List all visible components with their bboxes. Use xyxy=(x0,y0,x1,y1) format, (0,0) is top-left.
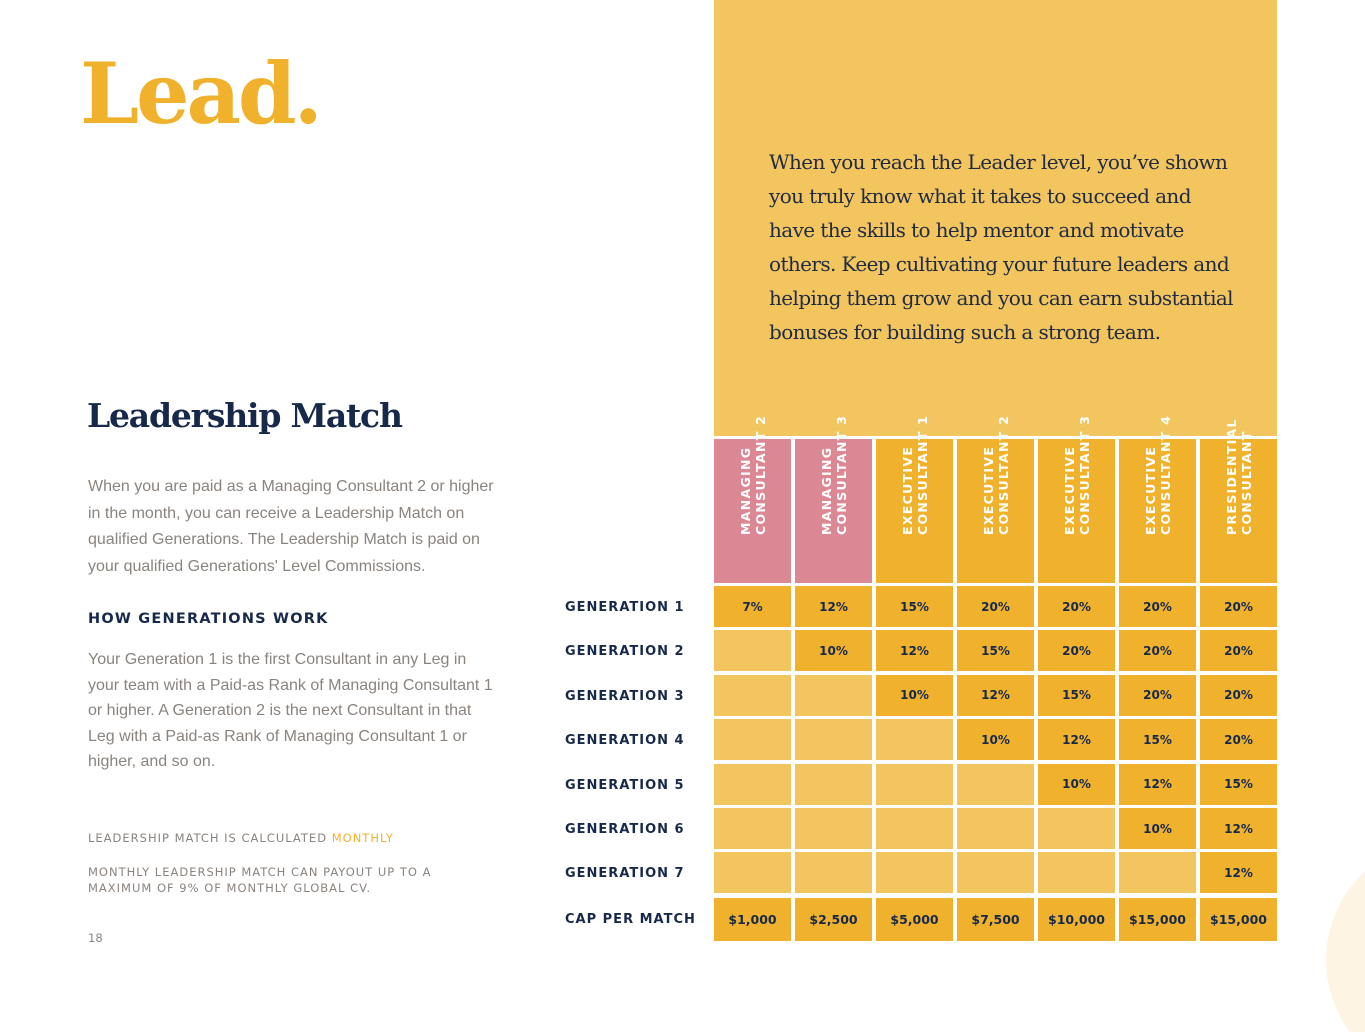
leadership-match-description: When you are paid as a Managing Consultant 2 or higher in the month, you can receive a Leadership Match on qualified Generations. The Leadership Match is paid on your qualified Generations' Level Commissions. xyxy=(88,478,494,576)
column-header-label xyxy=(1224,418,1254,535)
match-percentage-cell xyxy=(1038,808,1115,849)
match-percentage-cell: 12% xyxy=(1038,719,1115,760)
match-percentage-cell: 12% xyxy=(1119,764,1196,805)
match-percentage-cell xyxy=(957,852,1034,893)
column-header-line: CONSULTANT 2 xyxy=(995,414,1011,535)
match-percentage-cell: 12% xyxy=(1200,808,1277,849)
column-header-line: MANAGING xyxy=(818,446,834,535)
column-header xyxy=(714,414,791,583)
generation-label: GENERATION 5 xyxy=(565,777,685,793)
match-percentage-cell: 15% xyxy=(1038,675,1115,716)
column-header xyxy=(795,414,872,583)
match-percentage-cell: 20% xyxy=(1200,630,1277,671)
generation-label: GENERATION 1 xyxy=(565,600,685,615)
match-percentage-cell: 10% xyxy=(876,675,953,716)
match-percentage-cell: 20% xyxy=(1119,630,1196,671)
intro-text: When you reach the Leader level, you’ve shown you truly know what it takes to succeed and have the skills to help mentor and motivate others. Keep cultivating your future leaders and helping them grow and you can earn substantial bonuses for building such a strong team. xyxy=(769,150,1233,344)
match-percentage-cell: 20% xyxy=(1200,675,1277,716)
match-percentage-cell: 20% xyxy=(1119,675,1196,716)
match-percentage-cell xyxy=(876,852,953,893)
page-title: Lead. xyxy=(80,44,320,143)
generations-description: Your Generation 1 is the first Consultant in any Leg in your team with a Paid-as Rank of Managing Consultant 1 or higher. A Generation 2 is the next Consultant in that Leg with a Paid-as Rank of Managing Consultant 1 or higher, and so on. xyxy=(88,651,493,770)
column-header-label xyxy=(1143,415,1173,535)
column-header xyxy=(1119,414,1196,583)
match-percentage-cell: 15% xyxy=(957,630,1034,671)
cap-amount-cell: $15,000 xyxy=(1119,898,1196,941)
match-percentage-cell: 10% xyxy=(1119,808,1196,849)
match-percentage-cell: 7% xyxy=(714,586,791,627)
column-header-line: CONSULTANT xyxy=(1238,430,1254,535)
match-percentage-cell xyxy=(957,764,1034,805)
cap-amount-cell: $7,500 xyxy=(957,898,1034,941)
match-percentage-cell: 12% xyxy=(957,675,1034,716)
how-generations-work-heading: HOW GENERATIONS WORK xyxy=(88,611,329,627)
match-percentage-cell xyxy=(957,808,1034,849)
column-header-line: MANAGING xyxy=(737,446,753,535)
column-header-line: CONSULTANT 3 xyxy=(833,414,849,535)
generation-label: GENERATION 2 xyxy=(565,644,685,660)
generation-label: GENERATION 6 xyxy=(565,822,685,837)
cap-amount-cell: $1,000 xyxy=(714,898,791,941)
match-percentage-cell: 10% xyxy=(1038,764,1115,805)
column-header xyxy=(957,414,1034,583)
match-percentage-cell: 20% xyxy=(1038,586,1115,627)
match-percentage-cell xyxy=(714,630,791,671)
column-header xyxy=(876,414,953,583)
section-title: Leadership Match xyxy=(87,396,402,435)
match-percentage-cell: 12% xyxy=(876,630,953,671)
decorative-circle xyxy=(1326,840,1365,1032)
match-percentage-cell: 20% xyxy=(1119,586,1196,627)
column-header-label xyxy=(819,415,849,535)
match-percentage-cell xyxy=(714,764,791,805)
cap-amount-cell: $10,000 xyxy=(1038,898,1115,941)
column-header-line: CONSULTANT 1 xyxy=(914,414,930,535)
intro-panel xyxy=(714,0,1277,436)
calculation-note xyxy=(88,830,394,846)
match-percentage-cell xyxy=(876,808,953,849)
match-percentage-cell xyxy=(876,719,953,760)
match-percentage-cell xyxy=(795,675,872,716)
column-header-label xyxy=(1062,415,1092,535)
match-percentage-cell: 20% xyxy=(957,586,1034,627)
column-header-label xyxy=(981,415,1011,535)
column-header xyxy=(1200,418,1277,583)
match-percentage-cell: 15% xyxy=(876,586,953,627)
match-percentage-cell xyxy=(714,852,791,893)
match-percentage-cell: 20% xyxy=(1038,630,1115,671)
match-percentage-cell: 10% xyxy=(795,630,872,671)
page-number: 18 xyxy=(88,931,103,945)
cap-amount-cell: $5,000 xyxy=(876,898,953,941)
column-header-label xyxy=(900,415,930,535)
match-percentage-cell: 20% xyxy=(1200,586,1277,627)
cap-amount-cell: $2,500 xyxy=(795,898,872,941)
calculation-note-text: LEADERSHIP MATCH IS CALCULATED xyxy=(88,831,332,845)
column-header-line: EXECUTIVE xyxy=(1061,445,1077,535)
match-percentage-cell xyxy=(714,675,791,716)
match-percentage-cell xyxy=(1038,852,1115,893)
match-percentage-cell xyxy=(795,764,872,805)
match-percentage-cell: 12% xyxy=(795,586,872,627)
column-header-line: PRESIDENTIAL xyxy=(1223,418,1239,535)
generation-label: GENERATION 7 xyxy=(565,866,685,882)
match-percentage-cell xyxy=(795,852,872,893)
column-header-label xyxy=(738,415,768,535)
column-header-line: CONSULTANT 3 xyxy=(1076,414,1092,535)
match-percentage-cell xyxy=(714,808,791,849)
match-percentage-cell xyxy=(795,808,872,849)
match-percentage-cell: 15% xyxy=(1200,764,1277,805)
match-percentage-cell: 20% xyxy=(1200,719,1277,760)
match-percentage-cell: 15% xyxy=(1119,719,1196,760)
match-percentage-cell xyxy=(795,719,872,760)
column-header xyxy=(1038,414,1115,583)
match-percentage-cell xyxy=(1119,852,1196,893)
column-header-line: CONSULTANT 2 xyxy=(752,414,768,535)
payout-cap-note: MONTHLY LEADERSHIP MATCH CAN PAYOUT UP TO A MAXIMUM OF 9% OF MONTHLY GLOBAL CV. xyxy=(88,865,432,895)
match-percentage-cell xyxy=(714,719,791,760)
cap-amount-cell: $15,000 xyxy=(1200,898,1277,941)
cap-per-match-label: CAP PER MATCH xyxy=(565,912,696,927)
match-percentage-cell: 10% xyxy=(957,719,1034,760)
generation-label: GENERATION 4 xyxy=(565,733,685,749)
match-percentage-cell: 12% xyxy=(1200,852,1277,893)
calculation-frequency: MONTHLY xyxy=(331,831,394,845)
column-header-line: EXECUTIVE xyxy=(980,445,996,535)
match-percentage-cell xyxy=(876,764,953,805)
generation-label: GENERATION 3 xyxy=(565,688,685,704)
column-header-line: EXECUTIVE xyxy=(899,445,915,535)
column-header-line: CONSULTANT 4 xyxy=(1157,414,1173,535)
column-header-line: EXECUTIVE xyxy=(1142,445,1158,535)
